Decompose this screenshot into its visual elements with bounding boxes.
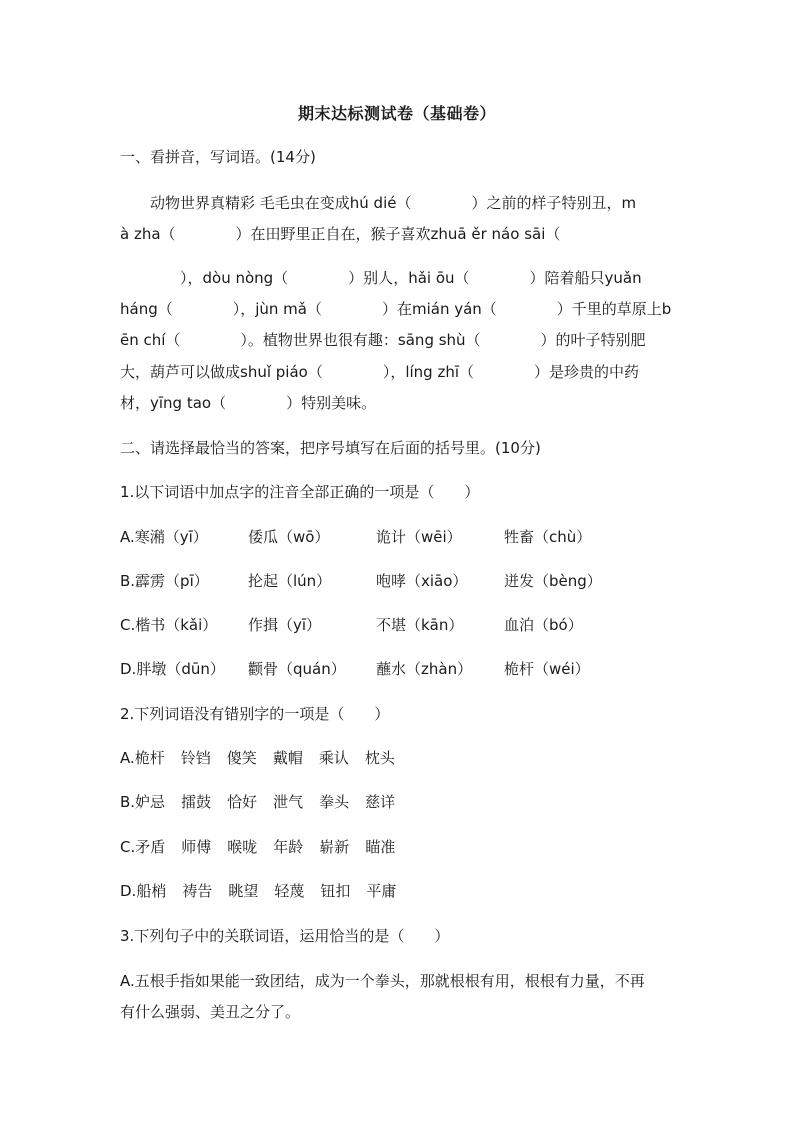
word-item: 乘认 <box>318 749 349 767</box>
option-cell: 桅杆（wéi） <box>504 660 590 678</box>
pinyin-passage-line: 材，yīng tao（ ）特别美味。 <box>120 394 377 412</box>
question-2-option-b <box>120 792 411 812</box>
section2-heading: 二、请选择最恰当的答案，把序号填写在后面的括号里。(10分) <box>120 439 541 457</box>
word-item: C.矛盾 <box>120 838 166 856</box>
option-cell: 作揖（yī） <box>248 616 322 634</box>
word-item: 祷告 <box>182 882 213 900</box>
word-item: 戴帽 <box>272 749 303 767</box>
pinyin-passage-line: 动物世界真精彩 毛毛虫在变成hú dié（ ）之前的样子特别丑，m <box>150 194 637 212</box>
word-item: D.船梢 <box>120 882 167 900</box>
word-item: 拳头 <box>319 793 350 811</box>
word-item: 慈详 <box>365 793 396 811</box>
word-item: 崭新 <box>319 838 350 856</box>
question-1-option-d <box>120 659 632 679</box>
word-item: 年龄 <box>273 838 304 856</box>
option-cell: 抡起（lún） <box>248 572 332 590</box>
pinyin-passage-line: ），dòu nòng（ ）别人，hǎi ōu（ ）陪着船只yuǎn <box>120 269 642 287</box>
question-1-option-b <box>120 571 632 591</box>
pinyin-passage-line: à zha（ ）在田野里正自在，猴子喜欢zhuā ěr náo sāi（ <box>120 225 561 243</box>
section1-heading: 一、看拼音，写词语。(14分) <box>120 148 316 166</box>
option-cell: A.寒潲（yī） <box>120 528 208 546</box>
option-cell: 颧骨（quán） <box>248 660 346 678</box>
question-1-option-a <box>120 527 632 547</box>
option-cell: C.楷书（kǎi） <box>120 616 218 634</box>
option-cell: 血泊（bó） <box>504 616 583 634</box>
word-item: 泄气 <box>273 793 304 811</box>
option-cell: 不堪（kān） <box>376 616 464 634</box>
pinyin-passage-line: ēn chí（ ）。植物世界也很有趣：sāng shù（ ）的叶子特别肥 <box>120 331 646 349</box>
word-item: B.妒忌 <box>120 793 166 811</box>
page-title: 期末达标测试卷（基础卷） <box>297 104 496 123</box>
option-cell: D.胖墩（dūn） <box>120 660 225 678</box>
option-cell: 咆哮（xiāo） <box>376 572 468 590</box>
word-item: 轻蔑 <box>274 882 305 900</box>
word-item: 恰好 <box>227 793 258 811</box>
question-2-stem: 2.下列词语没有错别字的一项是（ ） <box>120 705 390 723</box>
option-cell: 倭瓜（wō） <box>248 528 330 546</box>
question-2-option-a <box>120 748 411 768</box>
option-cell: 迸发（bèng） <box>504 572 602 590</box>
question-3-option-a-line: 有什么强弱、美丑之分了。 <box>120 1003 301 1021</box>
word-item: 瞄准 <box>365 838 396 856</box>
word-item: 傻笑 <box>226 749 257 767</box>
word-item: 钮扣 <box>320 882 351 900</box>
question-3-option-a-line: A.五根手指如果能一致团结，成为一个拳头，那就根根有用，根根有力量，不再 <box>120 972 645 990</box>
pinyin-passage-line: 大，葫芦可以做成shuǐ piáo（ ），líng zhī（ ）是珍贵的中药 <box>120 363 640 381</box>
question-2-option-d <box>120 881 412 901</box>
word-item: 平庸 <box>366 882 397 900</box>
question-3-stem: 3.下列句子中的关联词语，运用恰当的是（ ） <box>120 927 450 945</box>
question-2-option-c <box>120 837 411 857</box>
word-item: 擂鼓 <box>181 793 212 811</box>
word-item: A.桅杆 <box>120 749 165 767</box>
option-cell: B.霹雳（pī） <box>120 572 209 590</box>
word-item: 喉咙 <box>227 838 258 856</box>
question-1-option-c <box>120 615 632 635</box>
option-cell: 牲畜（chù） <box>504 528 592 546</box>
word-item: 师傅 <box>181 838 212 856</box>
word-item: 眺望 <box>228 882 259 900</box>
word-item: 铃铛 <box>180 749 211 767</box>
pinyin-passage-line: háng（ ），jùn mǎ（ ）在mián yán（ ）千里的草原上b <box>120 300 672 318</box>
word-item: 枕头 <box>364 749 395 767</box>
question-1-stem: 1.以下词语中加点字的注音全部正确的一项是（ ） <box>120 483 480 501</box>
option-cell: 诡计（wēi） <box>376 528 462 546</box>
option-cell: 蘸水（zhàn） <box>376 660 473 678</box>
